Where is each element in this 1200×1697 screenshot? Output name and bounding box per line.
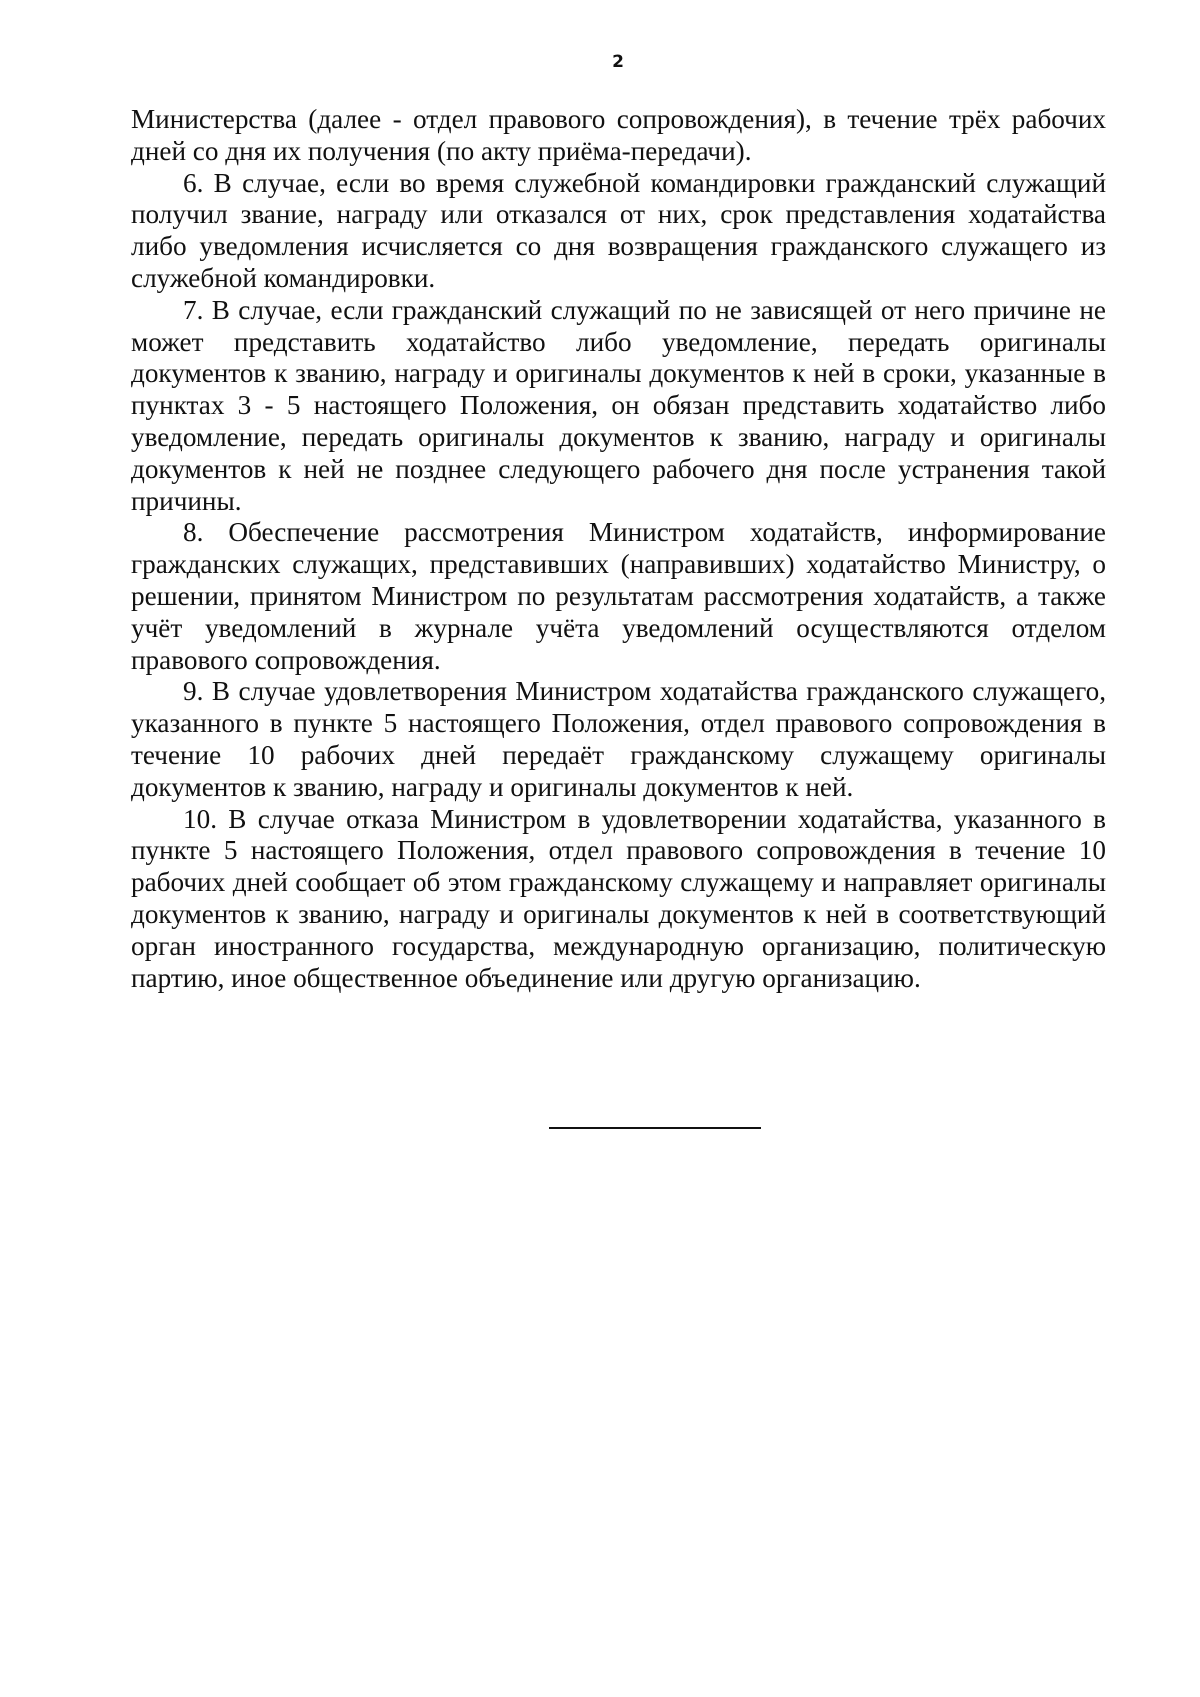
paragraph-continuation: Министерства (далее - отдел правового сопровождения), в течение трёх рабочих дней со дня их получения (по акту приёма-передачи).: [131, 104, 1106, 166]
paragraph-item-7: 7. В случае, если гражданский служащий по не зависящей от него причине не может представить ходатайство либо уведомление, передать оригиналы документов к званию, награду и оригиналы документов к ней в сроки, указанные в пунктах 3 - 5 настоящего Положения, он обязан представить ходатайство либо уведомление, передать оригиналы документов к званию, награду и оригиналы документов к ней не позднее следующего рабочего дня после устранения такой причины.: [131, 294, 1106, 516]
paragraph-item-9: 9. В случае удовлетворения Министром ходатайства гражданского служащего, указанного в пункте 5 настоящего Положения, отдел правового сопровождения в течение 10 рабочих дней передаёт гражданскому служащему оригиналы документов к званию, награду и оригиналы документов к ней.: [131, 676, 1106, 802]
page-number: 2: [612, 52, 624, 72]
paragraph-item-6: 6. В случае, если во время служебной командировки гражданский служащий получил звание, награду или отказался от них, срок представления ходатайства либо уведомления исчисляется со дня возвращения гражданского служащего из служебной командировки.: [131, 167, 1106, 293]
document-body: [131, 104, 1106, 994]
paragraph-item-8: 8. Обеспечение рассмотрения Министром ходатайств, информирование гражданских служащих, представивших (направивших) ходатайство Министру, о решении, принятом Министром по результатам рассмотрения ходатайств, а также учёт уведомлений в журнале учёта уведомлений осуществляются отделом правового сопровождения.: [131, 517, 1106, 675]
closing-divider: [549, 1127, 761, 1129]
paragraph-item-10: 10. В случае отказа Министром в удовлетворении ходатайства, указанного в пункте 5 настоящего Положения, отдел правового сопровождения в течение 10 рабочих дней сообщает об этом гражданскому служащему и направляет оригиналы документов к званию, награду и оригиналы документов к ней в соответствующий орган иностранного государства, международную организацию, политическую партию, иное общественное объединение или другую организацию.: [131, 803, 1106, 993]
